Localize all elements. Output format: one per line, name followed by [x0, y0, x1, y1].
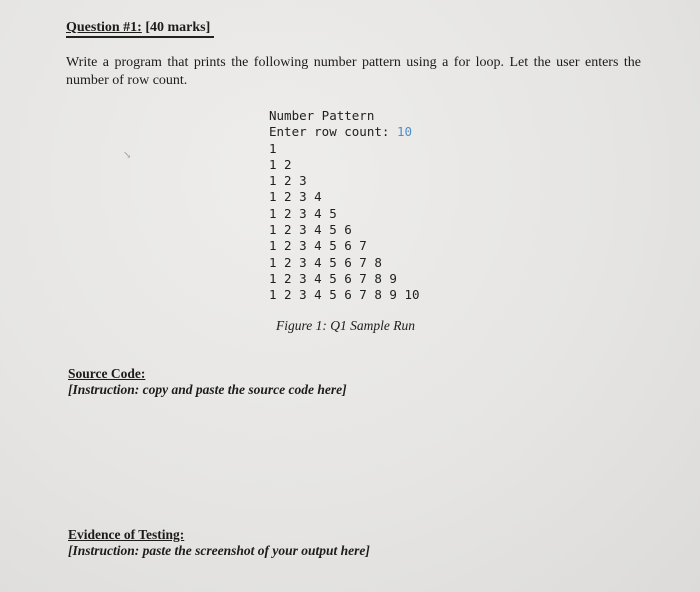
- pattern-row: 1 2 3 4 5 6 7 8 9: [269, 270, 397, 286]
- source-code-instruction: [Instruction: copy and paste the source code here]: [68, 382, 347, 397]
- figure-caption: Figure 1: Q1 Sample Run: [276, 318, 415, 333]
- source-code-heading: Source Code:: [68, 366, 146, 381]
- sample-run-console: [269, 108, 420, 304]
- pattern-row: 1: [269, 140, 277, 156]
- console-prompt-line: [269, 124, 420, 140]
- pattern-row: 1 2: [269, 156, 292, 172]
- question-instruction: Write a program that prints the following number pattern using a for loop. Let the user enters the number of row count.: [66, 55, 641, 88]
- question-title: [66, 20, 214, 38]
- question-marks: [40 marks]: [145, 20, 211, 35]
- console-header: Number Pattern: [269, 108, 375, 123]
- question-number: Question #1:: [66, 20, 142, 35]
- pattern-row: 1 2 3 4 5 6 7 8: [269, 254, 382, 270]
- pattern-row: 1 2 3 4 5: [269, 205, 337, 221]
- evidence-heading: Evidence of Testing:: [68, 527, 185, 542]
- console-input-value: 10: [396, 124, 412, 140]
- pen-mark-icon: ↘: [123, 150, 132, 161]
- pattern-row: 1 2 3 4 5 6 7 8 9 10: [269, 287, 420, 303]
- pattern-row: 1 2 3 4 5 6 7: [269, 238, 367, 254]
- evidence-instruction: [Instruction: paste the screenshot of your output here]: [68, 543, 370, 558]
- pattern-row: 1 2 3: [269, 173, 307, 189]
- pattern-row: 1 2 3 4 5 6: [269, 222, 352, 238]
- pattern-row: 1 2 3 4: [269, 189, 322, 205]
- console-prompt: Enter row count:: [269, 124, 397, 140]
